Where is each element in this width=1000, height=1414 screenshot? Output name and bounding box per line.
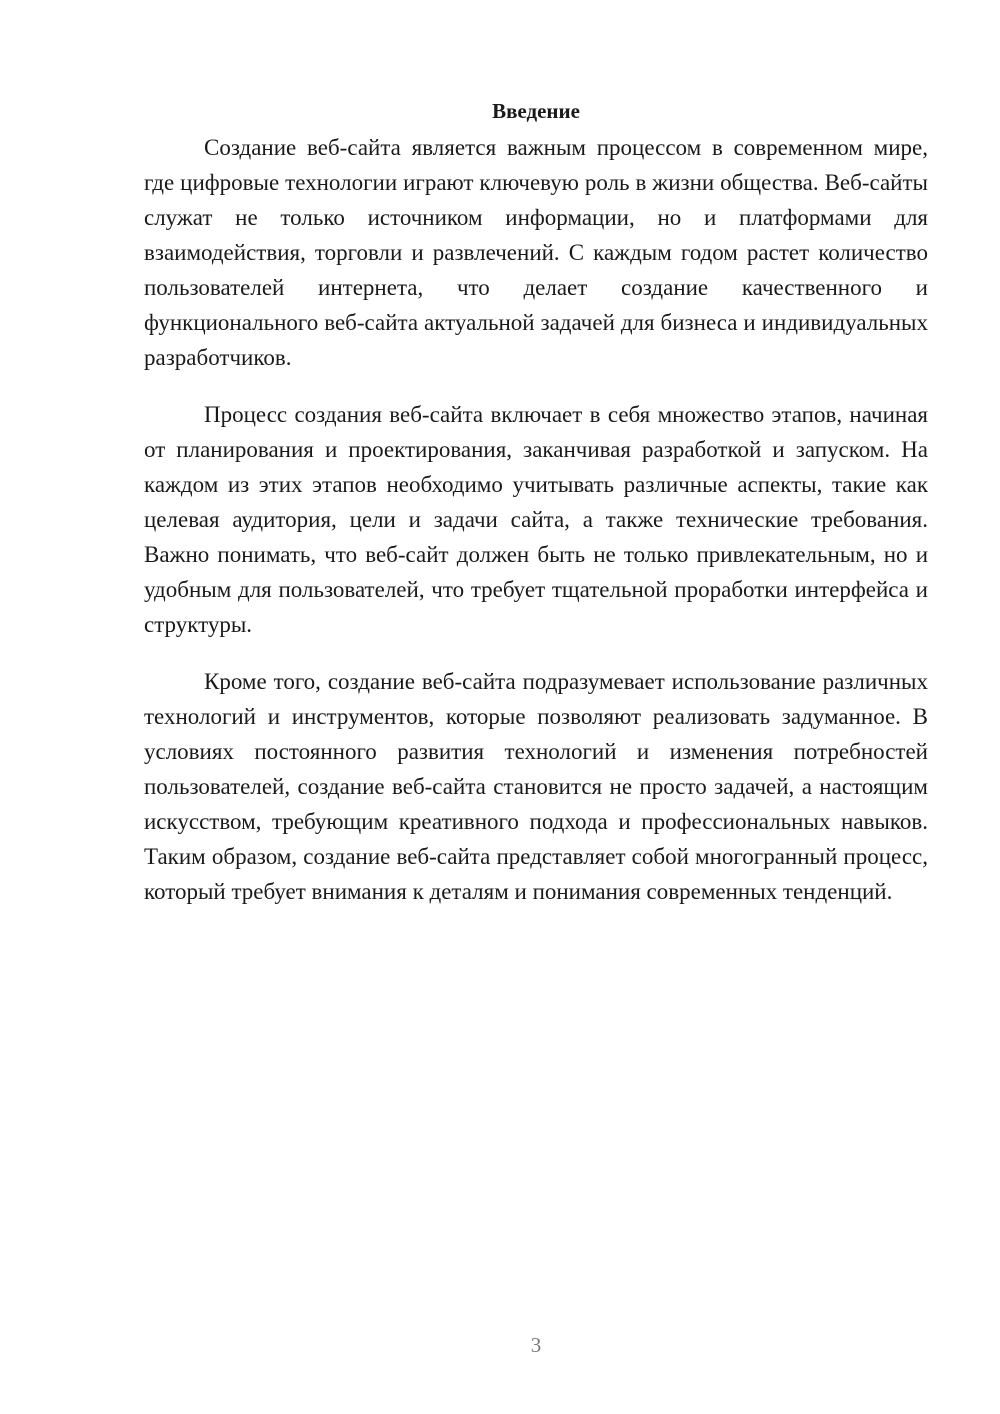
paragraph-2: Процесс создания веб-сайта включает в себя множество этапов, начиная от планирования и проектирования, заканчивая разработкой и запуском. На каждом из этих этапов необходимо учитывать различные аспекты, такие как целевая аудитория, цели и задачи сайта, а также технические требования. Важно понимать, что веб-сайт должен быть не только привлекательным, но и удобным для пользователей, что требует тщательной проработки интерфейса и структуры.: [144, 402, 928, 637]
page-title: Введение: [492, 99, 580, 123]
paragraph-3: Кроме того, создание веб-сайта подразумевает использование различных технологий и инструментов, которые позволяют реализовать задуманное. В условиях постоянного развития технологий и изменения потребностей пользователей, создание веб-сайта становится не просто задачей, а настоящим искусством, требующим креативного подхода и профессиональных навыков. Таким образом, создание веб-сайта представляет собой многогранный процесс, который требует внимания к деталям и понимания современных тенденций.: [144, 669, 928, 904]
paragraph-1: Создание веб-сайта является важным процессом в современном мире, где цифровые технологии играют ключевую роль в жизни общества. Веб-сайты служат не только источником информации, но и платформами для взаимодействия, торговли и развлечений. С каждым годом растет количество пользователей интернета, что делает создание качественного и функционального веб-сайта актуальной задачей для бизнеса и индивидуальных разработчиков.: [144, 135, 928, 370]
page-number: 3: [530, 1333, 542, 1357]
page-content: [144, 96, 928, 931]
